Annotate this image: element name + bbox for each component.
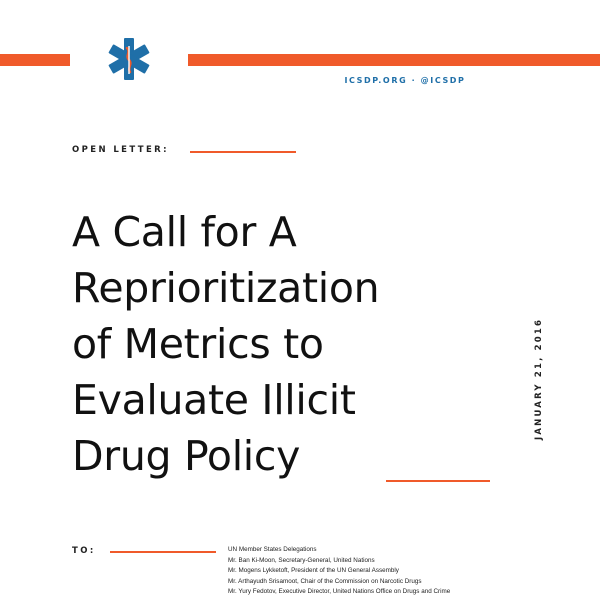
letter-date: JANUARY 21, 2016 [534, 317, 544, 440]
site-url-text: ICSDP.ORG · @ICSDP [344, 76, 466, 85]
open-letter-label: OPEN LETTER: [72, 145, 169, 155]
title-line: Reprioritization [72, 264, 380, 312]
recipient-item: Mr. Arthayudh Srisamoot, Chair of the Commission on Narcotic Drugs [228, 577, 422, 585]
letter-title [72, 204, 512, 484]
recipient-item: Mr. Yury Fedotov, Executive Director, United Nations Office on Drugs and Crime [228, 588, 451, 596]
title-rule [386, 480, 490, 482]
to-rule [110, 551, 216, 553]
title-line: of Metrics to [72, 320, 324, 368]
header-accent-bar-right [188, 54, 600, 66]
header-accent-bar-left [0, 54, 70, 66]
recipient-item: UN Member States Delegations [228, 546, 317, 553]
title-line: A Call for A [72, 208, 297, 256]
open-letter-rule [190, 151, 296, 153]
title-line: Drug Policy [72, 432, 301, 480]
recipient-list [228, 545, 558, 598]
title-line: Evaluate Illicit [72, 376, 356, 424]
site-url [0, 76, 600, 85]
recipient-item: Mr. Mogens Lykketoft, President of the UN General Assembly [228, 567, 399, 575]
to-label: TO: [72, 546, 96, 556]
recipient-item: Mr. Ban Ki-Moon, Secretary-General, United Nations [228, 556, 375, 564]
